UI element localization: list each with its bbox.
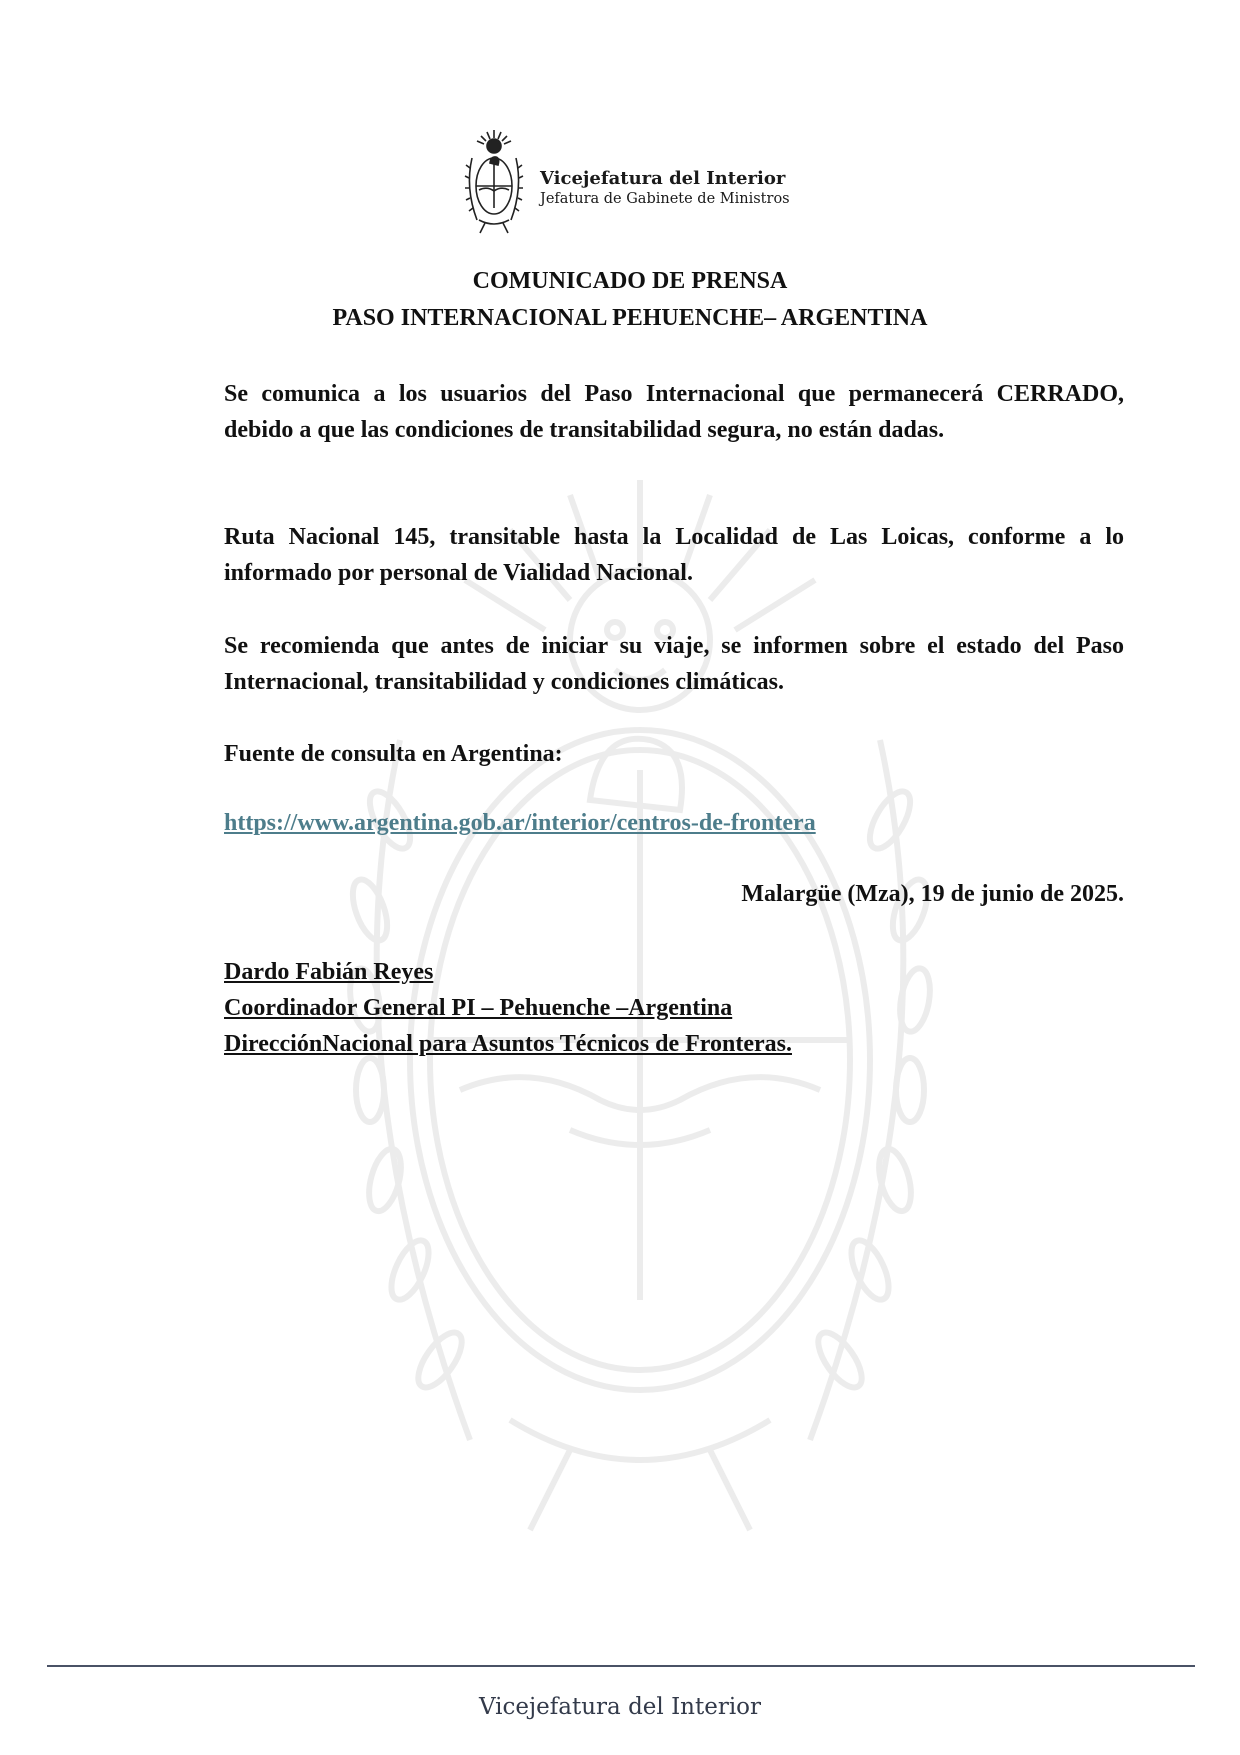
paragraph-closure-notice: Se comunica a los usuarios del Paso Internacional que permanecerá CERRADO, debido a que las condiciones de transitabilidad segura, no están dadas. — [224, 381, 1124, 443]
coat-of-arms-icon — [463, 128, 525, 236]
org-subtitle: Jefatura de Gabinete de Ministros — [540, 191, 790, 207]
document-subtitle: PASO INTERNACIONAL PEHUENCHE– ARGENTINA — [332, 305, 928, 331]
signature-block — [224, 954, 792, 1062]
document-title: COMUNICADO DE PRENSA — [472, 268, 788, 294]
source-link[interactable]: https://www.argentina.gob.ar/interior/centros-de-frontera — [224, 810, 816, 836]
footer-divider — [47, 1665, 1195, 1667]
letterhead — [463, 128, 823, 238]
signatory-role: Coordinador General PI – Pehuenche –Argentina — [224, 995, 733, 1021]
paragraph-source-label: Fuente de consulta en Argentina: — [224, 741, 563, 767]
signatory-name: Dardo Fabián Reyes — [224, 959, 434, 985]
paragraph-route-status: Ruta Nacional 145, transitable hasta la Localidad de Las Loicas, conforme a lo informado por personal de Vialidad Nacional. — [224, 524, 1124, 586]
footer-text: Vicejefatura del Interior — [478, 1694, 762, 1720]
signatory-office: DirecciónNacional para Asuntos Técnicos de Fronteras. — [224, 1031, 792, 1057]
date-line: Malargüe (Mza), 19 de junio de 2025. — [741, 881, 1124, 907]
paragraph-recommendation: Se recomienda que antes de iniciar su viaje, se informen sobre el estado del Paso Internacional, transitabilidad y condiciones climáticas. — [224, 633, 1124, 695]
org-name: Vicejefatura del Interior — [540, 168, 786, 189]
